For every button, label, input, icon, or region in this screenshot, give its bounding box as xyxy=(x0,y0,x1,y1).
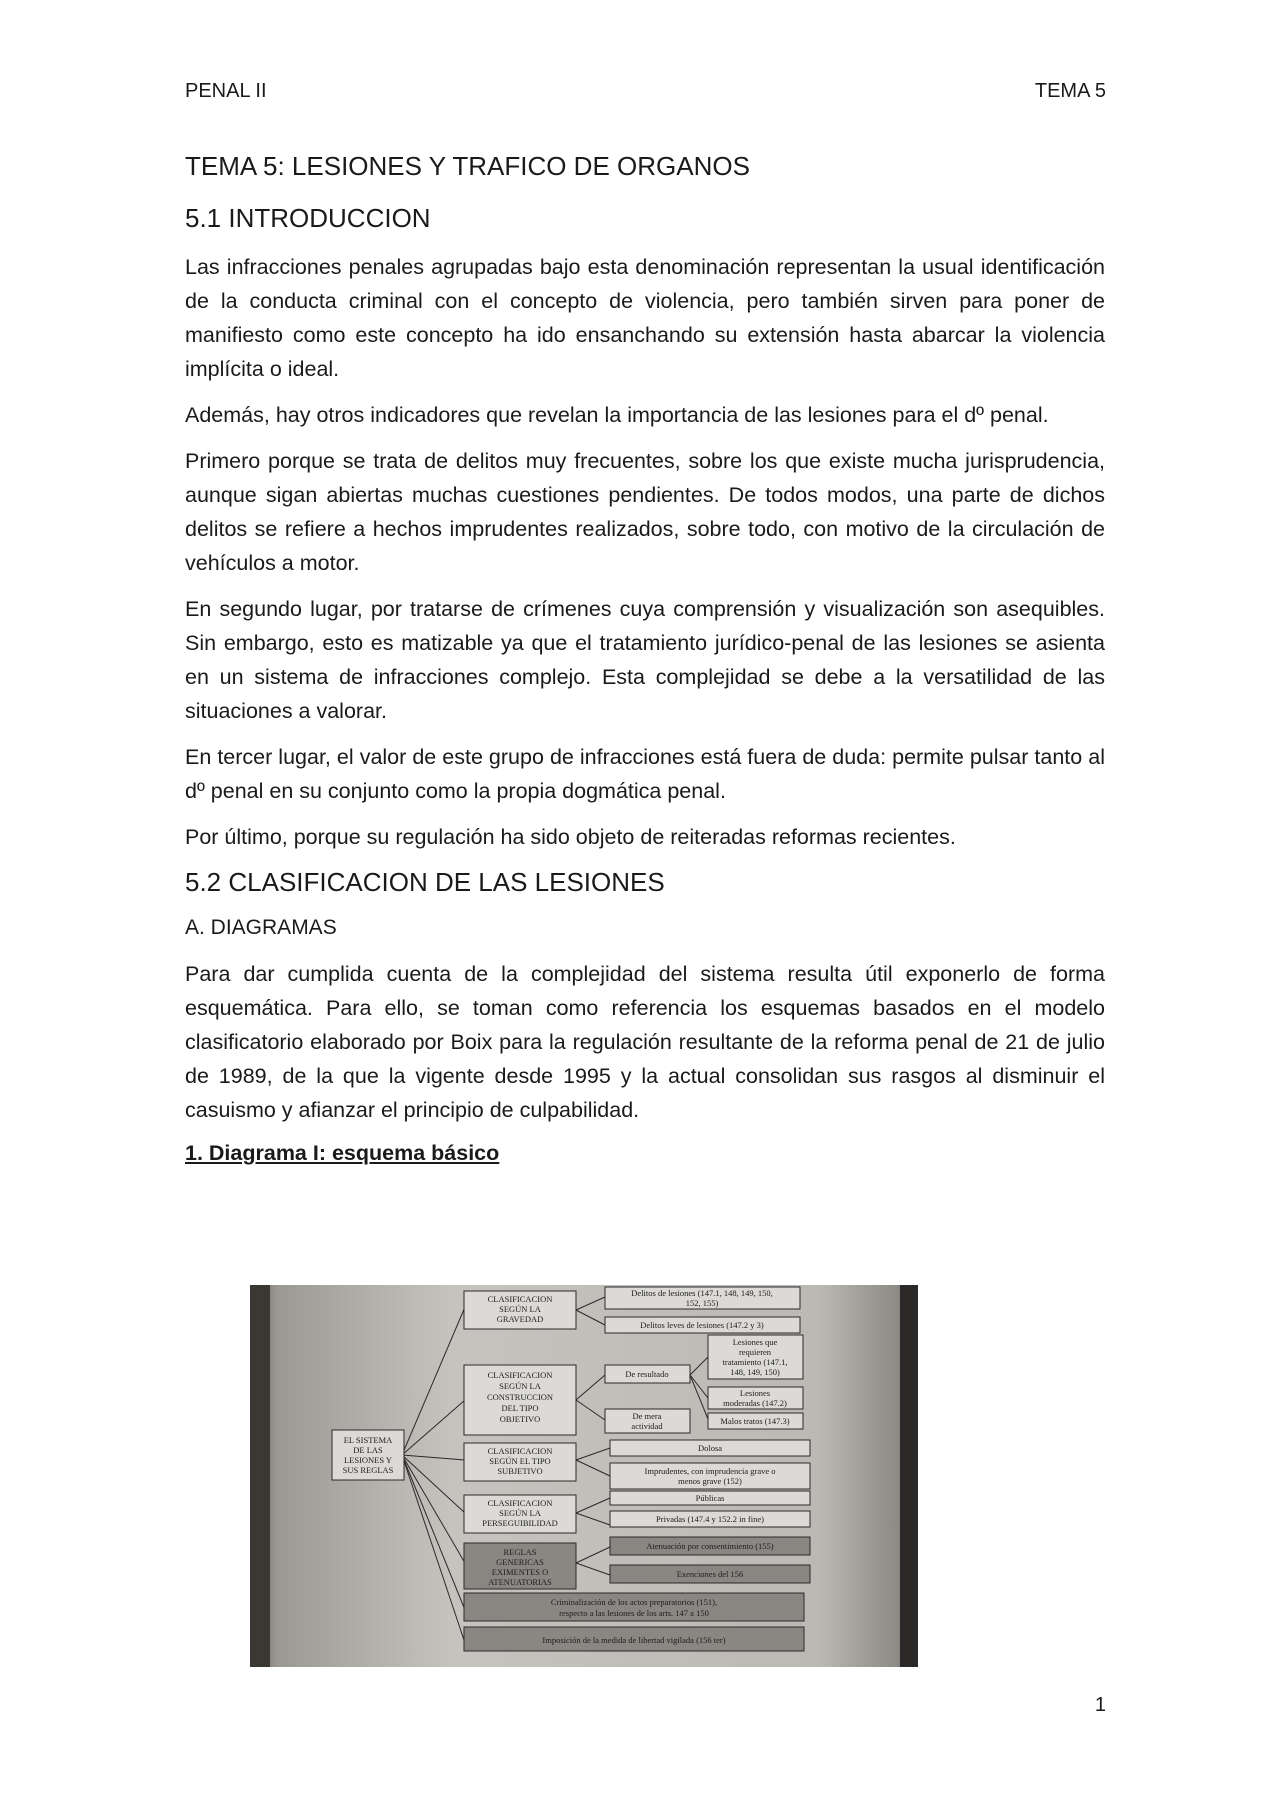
paragraph: Para dar cumplida cuenta de la complejidad del sistema resulta útil exponerlo de forma esquemática. Para ello, se toman como referencia los esquemas basados en el modelo clasificatorio elaborado por Boix para la regulación resultante de la reforma penal de 21 de julio de 1989, de la que la vigente desde 1995 y la actual consolidan sus rasgos al disminuir el casuismo y afianzar el principio de culpabilidad. xyxy=(185,961,1105,1122)
section-heading-classification: 5.2 CLASIFICACION DE LAS LESIONES xyxy=(185,866,665,897)
lesiones-moderadas-line: Lesiones xyxy=(739,1388,771,1398)
privadas-label: Privadas (147.4 y 152.2 in fine) xyxy=(656,1514,764,1524)
mera-actividad-line: De mera xyxy=(632,1411,662,1421)
criminalizacion-line: respecto a las lesiones de los arts. 147 a 150 xyxy=(559,1608,709,1618)
gravedad-line: SEGÚN LA xyxy=(499,1304,541,1314)
perseguibilidad-line: SEGÚN LA xyxy=(499,1508,541,1518)
tipo-subjetivo-line: SUBJETIVO xyxy=(497,1466,543,1476)
lesiones-tratamiento-line: 148, 149, 150) xyxy=(730,1367,780,1377)
document-title: TEMA 5: LESIONES Y TRAFICO DE ORGANOS xyxy=(185,151,750,181)
lesiones-tratamiento-line: tratamiento (147.1, xyxy=(722,1357,788,1367)
delitos-lesiones-line: 152, 155) xyxy=(685,1298,719,1308)
imprudentes-line: Imprudentes, con imprudencia grave o xyxy=(644,1466,776,1476)
lesiones-tratamiento-line: requieren xyxy=(738,1347,772,1357)
paragraph: En tercer lugar, el valor de este grupo de infracciones está fuera de duda: permite pulsar tanto al dº penal en su conjunto como la propia dogmática penal. xyxy=(185,744,1105,803)
tipo-objetivo-line: CONSTRUCCION xyxy=(486,1392,554,1402)
root-line: LESIONES Y xyxy=(343,1455,393,1465)
perseguibilidad-line: CLASIFICACION xyxy=(487,1498,553,1508)
gravedad-line: GRAVEDAD xyxy=(496,1314,544,1324)
imposicion-label: Imposición de la medida de libertad vigilada (156 ter) xyxy=(542,1635,726,1645)
root-line: SUS REGLAS xyxy=(342,1465,394,1475)
tipo-objetivo-line: SEGÚN LA xyxy=(499,1381,541,1391)
delitos-leves-label: Delitos leves de lesiones (147.2 y 3) xyxy=(640,1320,764,1330)
tipo-subjetivo-line: SEGÚN EL TIPO xyxy=(489,1456,551,1466)
photo-left-edge xyxy=(250,1285,270,1667)
mera-actividad-line: actividad xyxy=(631,1421,663,1431)
atenuacion-label: Atenuación por consentimiento (155) xyxy=(646,1541,774,1551)
root-line: DE LAS xyxy=(353,1445,383,1455)
page-number: 1 xyxy=(1094,1694,1106,1716)
reglas-line: ATENUATORIAS xyxy=(488,1577,552,1587)
subsection-heading: A. DIAGRAMAS xyxy=(185,916,337,940)
criminalizacion-line: Criminalización de los actos preparatorios (151), xyxy=(550,1597,718,1607)
paragraph: Las infracciones penales agrupadas bajo esta denominación representan la usual identificación de la conducta criminal con el concepto de violencia, pero también sirven para poner de manifiesto como este concepto ha ido ensanchando su extensión hasta abarcar la violencia implícita o ideal. xyxy=(185,254,1105,381)
photo-right-edge xyxy=(900,1285,918,1667)
paragraph: Primero porque se trata de delitos muy frecuentes, sobre los que existe mucha jurisprudencia, aunque sigan abiertas muchas cuestiones pendientes. De todos modos, una parte de dichos delitos se refiere a hechos imprudentes realizados, sobre todo, con motivo de la circulación de vehículos a motor. xyxy=(185,448,1105,575)
tipo-objetivo-line: OBJETIVO xyxy=(499,1414,541,1424)
delitos-lesiones-line: Delitos de lesiones (147.1, 148, 149, 150, xyxy=(631,1288,773,1298)
imprudentes-line: menos grave (152) xyxy=(678,1476,742,1486)
malos-tratos-label: Malos tratos (147.3) xyxy=(720,1416,790,1426)
lesiones-tratamiento-line: Lesiones que xyxy=(732,1337,778,1347)
paragraph: Por último, porque su regulación ha sido objeto de reiteradas reformas recientes. xyxy=(185,824,956,849)
running-header-right: TEMA 5 xyxy=(1034,80,1106,102)
reglas-line: GENERICAS xyxy=(496,1557,544,1567)
tipo-objetivo-line: DEL TIPO xyxy=(501,1403,539,1413)
publicas-label: Públicas xyxy=(695,1493,725,1503)
page-content xyxy=(185,150,1105,1167)
perseguibilidad-line: PERSEGUIBILIDAD xyxy=(482,1518,558,1528)
diagram-photo xyxy=(250,1285,918,1667)
gravedad-line: CLASIFICACION xyxy=(487,1294,553,1304)
paragraph: En segundo lugar, por tratarse de crímenes cuya comprensión y visualización son asequibles. Sin embargo, esto es matizable ya que el tratamiento jurídico-penal de las lesiones se asienta en un sistema de infracciones complejo. Esta complejidad se debe a la versatilidad de las situaciones a valorar. xyxy=(185,596,1105,723)
exenciones-label: Exenciones del 156 xyxy=(676,1569,744,1579)
paragraph: Además, hay otros indicadores que revelan la importancia de las lesiones para el dº penal. xyxy=(185,402,1049,427)
running-header-left: PENAL II xyxy=(185,80,267,102)
dolosa-label: Dolosa xyxy=(697,1443,723,1453)
reglas-line: REGLAS xyxy=(503,1547,537,1557)
tipo-subjetivo-line: CLASIFICACION xyxy=(487,1446,553,1456)
lesiones-moderadas-line: moderadas (147.2) xyxy=(723,1398,787,1408)
section-heading-intro: 5.1 INTRODUCCION xyxy=(185,202,431,233)
resultado-label: De resultado xyxy=(625,1369,669,1379)
tipo-objetivo-line: CLASIFICACION xyxy=(487,1370,553,1380)
reglas-line: EXIMENTES O xyxy=(491,1567,549,1577)
diagram-caption: 1. Diagrama I: esquema básico xyxy=(185,1140,500,1165)
root-line: EL SISTEMA xyxy=(343,1435,393,1445)
